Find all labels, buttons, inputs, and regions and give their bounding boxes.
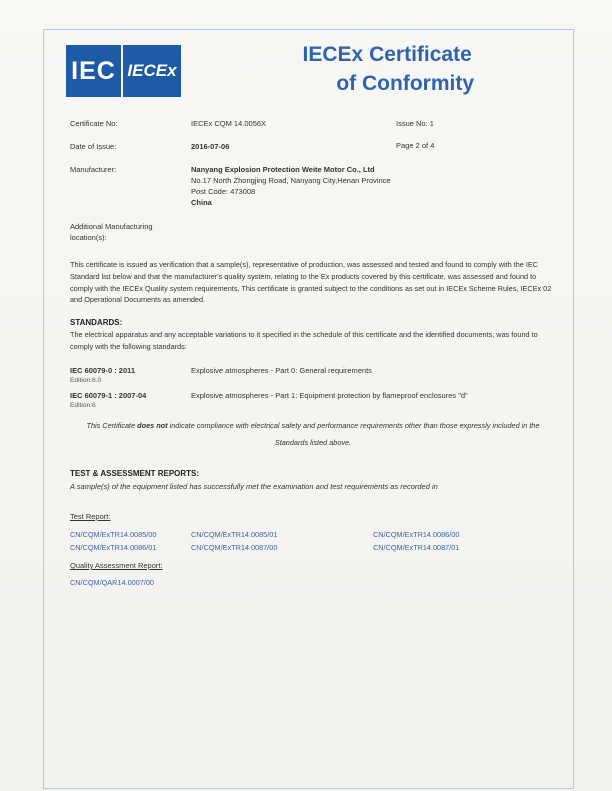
date-value: 2016-07-06 [191,142,230,151]
certificate-no-value: IECEx CQM 14.0056X [191,119,267,128]
page-border [43,29,574,789]
standard-description: Explosive atmospheres - Part 1: Equipment protection by flameproof enclosures "d" [191,391,468,400]
standards-intro: The electrical apparatus and any acceptable variations to it specified in the schedule of this certificate and the identified documents, was found to comply with the following standards: [70,330,538,351]
test-report-link[interactable]: CN/CQM/ExTR14.0087/00 [191,543,278,552]
document-title [300,40,474,98]
iecex-logo: IECEx [123,45,181,97]
standard-edition: Edition:6 [70,402,96,409]
test-report-label: Test Report: [70,512,111,521]
reports-heading: TEST & ASSESSMENT REPORTS: [70,469,200,478]
qar-link[interactable]: CN/CQM/QAR14.0007/00 [70,578,154,587]
test-report-link[interactable]: CN/CQM/ExTR14.0085/01 [191,530,278,539]
standard-code: IEC 60079-1 : 2007-04 [70,391,147,400]
title-line-1: IECEx Certificate [302,43,472,66]
manufacturer-postcode: Post Code: 473008 [191,187,256,196]
certificate-no-label: Certificate No: [70,119,118,128]
test-report-link[interactable]: CN/CQM/ExTR14.0086/01 [70,543,157,552]
manufacturer-address: No.17 North Zhongjing Road, Nanyang City,Henan Province [191,176,391,185]
qar-label: Quality Assessment Report: [70,561,163,570]
compliance-disclaimer-line-2: Standards listed above. [274,438,352,447]
additional-locations-label-1: Additional Manufacturing [70,222,153,231]
manufacturer-country: China [191,198,212,207]
additional-locations-label-2: location(s): [70,233,107,242]
certificate-statement: This certificate is issued as verification that a sample(s), representative of production, was assessed and tested and found to comply with the IEC Standard list below and that the manufacturer's quality system, relating to the Ex products covered by this certificate, was assessed and found to comply with the IECEx Quality system requirements. This certificate is granted subject to the conditions as set out in IECEx Scheme Rules, IECEx 02 and Operational Documents as amended. [70,260,552,305]
issue-no: Issue No: 1 [396,119,434,128]
title-line-2: of Conformity [336,72,474,95]
page-number: Page 2 of 4 [396,141,435,150]
manufacturer-label: Manufacturer: [70,165,117,174]
standard-description: Explosive atmospheres - Part 0: General requirements [191,366,372,375]
standard-code: IEC 60079-0 : 2011 [70,366,136,375]
reports-intro: A sample(s) of the equipment listed has successfully met the examination and test requirements as recorded in [70,482,438,491]
iec-logo: IEC [66,45,121,97]
standard-edition: Edition:6.0 [70,377,102,384]
standards-heading: STANDARDS: [70,318,123,327]
test-report-link[interactable]: CN/CQM/ExTR14.0086/00 [373,530,460,539]
test-report-link[interactable]: CN/CQM/ExTR14.0085/00 [70,530,157,539]
compliance-disclaimer: This Certificate does not indicate compliance with electrical safety and performance requirements other than those expressly included in the [86,421,540,430]
manufacturer-name: Nanyang Explosion Protection Weite Motor Co., Ltd [191,165,375,174]
date-label: Date of Issue: [70,142,117,151]
test-report-link[interactable]: CN/CQM/ExTR14.0087/01 [373,543,460,552]
